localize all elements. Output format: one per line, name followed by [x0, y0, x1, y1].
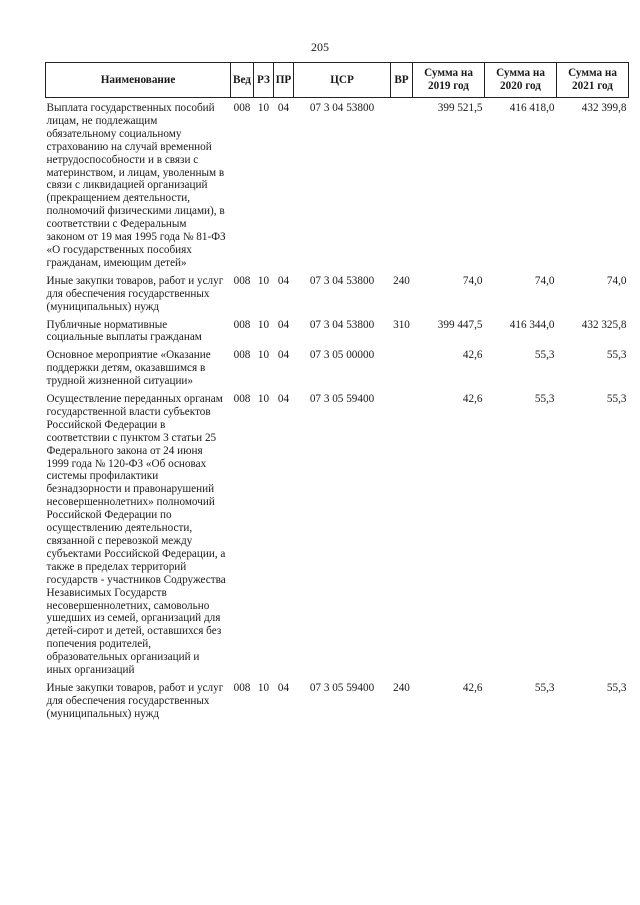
row-name: Выплата государственных пособий лицам, не подлежащим обязательному социальному страхованию на случай временной нетрудоспособности и в связи с материнством, и лицам, уволенным в связи с ликвидацией организаций (прекращением деятельности, полномочий физическими лицами), в соответствии с Федеральным законом от 19 мая 1995 года № 81-ФЗ «О государственных пособиях гражданам, имеющим детей» [46, 102, 226, 269]
table-row [46, 275, 629, 319]
row-sum-2021: 432 399,8 [581, 102, 627, 114]
row-pr: 04 [277, 349, 290, 362]
row-vr [391, 102, 413, 275]
row-name: Основное мероприятие «Оказание поддержки детям, оказавшимся в трудной жизненной ситуации» [46, 349, 211, 388]
header-sum-2019: Сумма на 2019 год [413, 63, 485, 98]
row-name: Иные закупки товаров, работ и услуг для обеспечения государственных (муниципальных) нужд [46, 274, 224, 313]
row-csr: 07 3 04 53800 [309, 318, 375, 331]
row-sum-2021: 432 325,8 [581, 318, 627, 331]
row-sum-2019: 42,6 [462, 681, 483, 694]
row-name: Осуществление переданных органам государственной власти субъектов Российской Федерации в соответствии с пунктом 3 статьи 25 Федерального закона от 24 июня 1999 года № 120-ФЗ «Об основах системы профилактики безнадзорности и правонарушений несовершеннолетних» полномочий Российской Федерации по осуществлению деятельности, связанной с перевозкой между субъектами Российской Федерации, а также в пределах территорий государств - участников Содружества Независимых Государств несовершеннолетних, самовольно ушедших из семей, организаций для детей-сирот и детей, оставшихся без попечения родителей, образовательных организаций и иных организаций [46, 393, 226, 677]
table-row [46, 349, 629, 393]
row-name: Публичные нормативные социальные выплаты гражданам [46, 318, 202, 344]
row-sum-2020: 416 344,0 [509, 318, 555, 331]
row-sum-2019: 42,6 [462, 349, 483, 362]
row-rz: 10 [257, 318, 270, 331]
row-pr: 04 [277, 274, 290, 287]
row-pr: 04 [277, 393, 290, 406]
table-header [46, 63, 629, 98]
row-ved: 008 [233, 274, 251, 287]
header-ved: Вед [231, 63, 254, 98]
page-number: 205 [311, 40, 329, 54]
header-csr: ЦСР [294, 63, 391, 98]
row-csr: 07 3 05 59400 [309, 393, 375, 406]
row-ved: 008 [233, 102, 251, 114]
row-sum-2020: 55,3 [534, 349, 555, 362]
row-rz: 10 [257, 681, 270, 694]
header-name: Наименование [46, 63, 231, 98]
row-sum-2019: 42,6 [462, 393, 483, 406]
row-vr: 240 [393, 274, 410, 287]
row-vr: 310 [393, 318, 410, 331]
row-sum-2021: 55,3 [606, 349, 627, 362]
row-ved: 008 [233, 318, 251, 331]
row-rz: 10 [257, 274, 270, 287]
table-row [46, 682, 629, 726]
row-csr: 07 3 04 53800 [309, 274, 375, 287]
row-ved: 008 [233, 393, 251, 406]
header-vr: ВР [391, 63, 413, 98]
row-sum-2021: 55,3 [606, 681, 627, 694]
row-pr: 04 [277, 681, 290, 694]
row-vr [391, 349, 413, 393]
row-sum-2021: 74,0 [606, 274, 627, 287]
row-sum-2020: 55,3 [534, 393, 555, 406]
header-sum-2021: Сумма на 2021 год [557, 63, 629, 98]
row-sum-2021: 55,3 [606, 393, 627, 406]
row-vr: 240 [393, 681, 410, 694]
row-sum-2019: 399 447,5 [437, 318, 483, 331]
row-sum-2020: 55,3 [534, 681, 555, 694]
budget-table [45, 62, 629, 726]
row-sum-2020: 416 418,0 [509, 102, 555, 114]
row-sum-2020: 74,0 [534, 274, 555, 287]
row-pr: 04 [277, 102, 290, 114]
row-vr [391, 393, 413, 682]
table-row [46, 319, 629, 350]
table-row [46, 393, 629, 682]
row-sum-2019: 74,0 [462, 274, 483, 287]
row-pr: 04 [277, 318, 290, 331]
row-ved: 008 [233, 349, 251, 362]
row-csr: 07 3 05 59400 [309, 681, 375, 694]
row-csr: 07 3 04 53800 [309, 102, 375, 114]
header-rz: РЗ [254, 63, 274, 98]
row-rz: 10 [257, 349, 270, 362]
row-sum-2019: 399 521,5 [437, 102, 483, 114]
table-row [46, 102, 629, 275]
header-sum-2020: Сумма на 2020 год [485, 63, 557, 98]
row-rz: 10 [257, 393, 270, 406]
row-rz: 10 [257, 102, 270, 114]
row-name: Иные закупки товаров, работ и услуг для обеспечения государственных (муниципальных) нужд [46, 681, 224, 720]
header-pr: ПР [274, 63, 294, 98]
row-csr: 07 3 05 00000 [309, 349, 375, 362]
row-ved: 008 [233, 681, 251, 694]
